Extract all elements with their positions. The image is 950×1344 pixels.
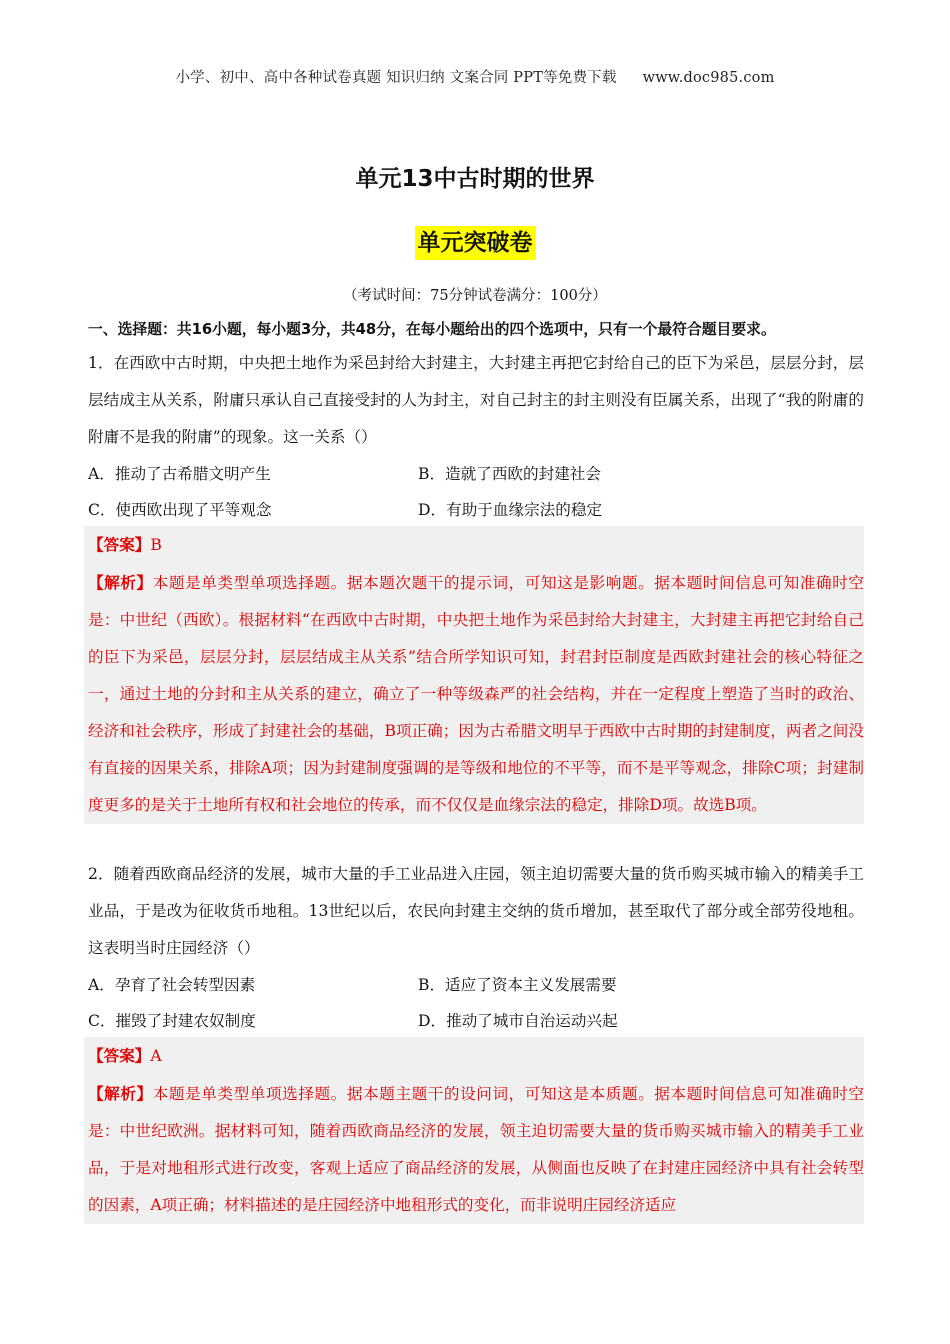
question-1-answer xyxy=(88,526,864,564)
question-1-answer-box xyxy=(84,526,864,824)
analysis-text: 本题是单类型单项选择题。据本题主题干的设问词，可知这是本质题。据本题时间信息可知准确时空是：中世纪欧洲。据材料可知，随着西欧商品经济的发展，领主迫切需要大量的货币购买城市输入的精美手工业品，于是对地租形式进行改变，客观上适应了商品经济的发展，从侧面也反映了在封建庄园经济中具有社会转型的因素，A项正确；材料描述的是庄园经济中地租形式的变化，而非说明庄园经济适应 xyxy=(88,1085,864,1214)
question-2-option-c: C．摧毁了封建农奴制度 xyxy=(88,1012,256,1030)
question-2-answer xyxy=(88,1037,864,1075)
answer-value: B xyxy=(150,536,162,554)
question-2-text: 2．随着西欧商品经济的发展，城市大量的手工业品进入庄园，领主迫切需要大量的货币购买城市输入的精美手工业品，于是改为征收货币地租。13世纪以后，农民向封建主交纳的货币增加，甚至取代了部分或全部劳役地租。这表明当时庄园经济（） xyxy=(88,865,864,957)
analysis-tag: 【解析】 xyxy=(88,573,153,592)
exam-info: （考试时间：75分钟试卷满分：100分） xyxy=(343,288,607,304)
question-2-answer-box xyxy=(84,1037,864,1224)
question-2-option-a: A．孕育了社会转型因素 xyxy=(88,976,256,994)
analysis-text: 本题是单类型单项选择题。据本题次题干的提示词，可知这是影响题。据本题时间信息可知准确时空是：中世纪（西欧）。根据材料“在西欧中古时期，中央把土地作为采邑封给大封建主，大封建主再把它封给自己的臣下为采邑，层层分封，层层结成主从关系”结合所学知识可知，封君封臣制度是西欧封建社会的核心特征之一，通过土地的分封和主从关系的建立，确立了一种等级森严的社会结构，并在一定程度上塑造了当时的政治、经济和社会秩序，形成了封建社会的基础，B项正确；因为古希腊文明早于西欧中古时期的封建制度，两者之间没有直接的因果关系，排除A项；因为封建制度强调的是等级和地位的不平等，而不是平等观念，排除C项；封建制度更多的是关于土地所有权和社会地位的传承，而不仅仅是血缘宗法的稳定，排除D项。故选B项。 xyxy=(88,574,864,814)
question-1 xyxy=(88,345,864,528)
question-1-text: 1．在西欧中古时期，中央把土地作为采邑封给大封建主，大封建主再把它封给自己的臣下为采邑，层层分封，层层结成主从关系，附庸只承认自己直接受封的人为封主，对自己封主的封主则没有臣属关系，出现了“我的附庸的附庸不是我的附庸”的现象。这一关系（） xyxy=(88,354,864,446)
header-site-link[interactable]: www.doc985.com xyxy=(642,70,775,86)
header-text: 小学、初中、高中各种试卷真题 知识归纳 文案合同 PPT等免费下载 xyxy=(175,70,617,86)
question-1-option-a: A．推动了古希腊文明产生 xyxy=(88,465,271,483)
question-1-option-b: B．造就了西欧的封建社会 xyxy=(418,465,601,483)
answer-tag: 【答案】 xyxy=(88,1046,151,1065)
question-2-option-b: B．适应了资本主义发展需要 xyxy=(418,976,617,994)
question-2-options xyxy=(88,967,864,1039)
question-1-option-d: D．有助于血缘宗法的稳定 xyxy=(418,501,603,519)
page-header xyxy=(0,66,950,87)
question-1-options xyxy=(88,456,864,528)
answer-value: A xyxy=(150,1047,162,1065)
answer-tag: 【答案】 xyxy=(88,535,151,554)
page-title: 单元13中古时期的世界 xyxy=(355,166,595,192)
analysis-tag: 【解析】 xyxy=(88,1084,153,1103)
section-heading: 一、选择题：共16小题，每小题3分，共48分，在每小题给出的四个选项中，只有一个最符合题目要求。 xyxy=(88,321,776,338)
subtitle-wrap xyxy=(0,226,950,260)
question-1-analysis xyxy=(88,564,864,824)
question-1-option-c: C．使西欧出现了平等观念 xyxy=(88,501,272,519)
question-2 xyxy=(88,856,864,1039)
question-2-option-d: D．推动了城市自治运动兴起 xyxy=(418,1012,618,1030)
page-subtitle: 单元突破卷 xyxy=(415,226,536,260)
question-2-analysis xyxy=(88,1075,864,1224)
